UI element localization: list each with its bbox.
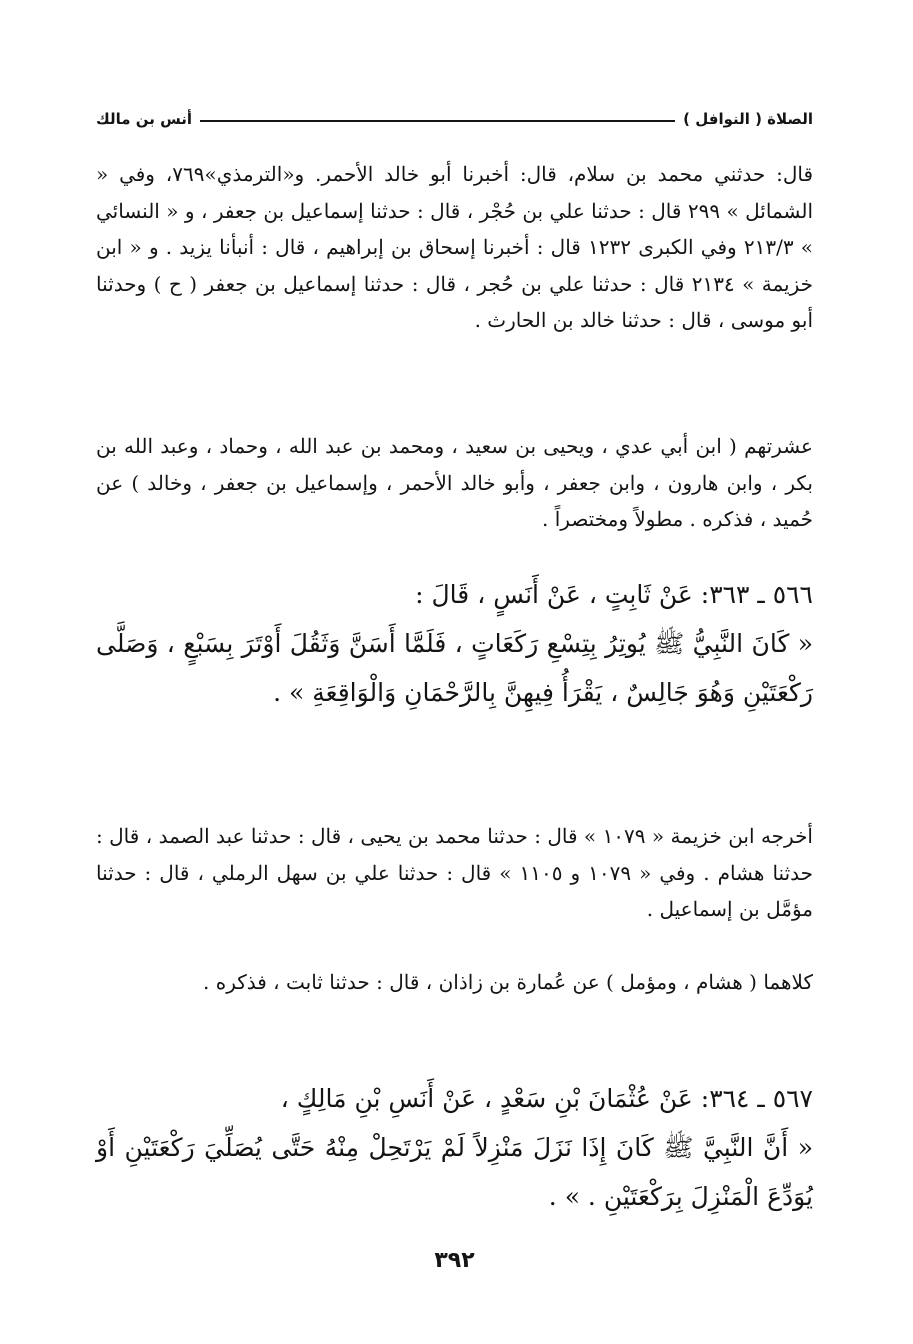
paragraph-takhrij-3: أخرجه ابن خزيمة « ١٠٧٩ » قال : حدثنا محمد بن يحيى ، قال : حدثنا عبد الصمد ، قال : حدثنا هشام . وفي « ١٠٧٩ و ١١٠٥ » قال : حدثنا علي بن سهل الرملي ، قال : حدثنا مؤمَّل بن إسماعيل . xyxy=(96,824,813,921)
book-page xyxy=(96,0,813,1344)
page-number: ٣٩٢ xyxy=(434,1248,475,1273)
hadith-566-text: ٥٦٦ ـ ٣٦٣: عَنْ ثَابِتٍ ، عَنْ أَنَسٍ ، قَالَ : « كَانَ النَّبِيُّ ﷺ يُوتِرُ بِتِسْعِ رَكَعَاتٍ ، فَلَمَّا أَسَنَّ وَثَقُلَ أَوْتَرَ بِسَبْعٍ ، وَصَلَّى رَكْعَتَيْنِ وَهُوَ جَالِسٌ ، يَقْرَأُ فِيهِنَّ بِالرَّحْمَانِ وَالْوَاقِعَةِ » . xyxy=(96,580,813,707)
header-chapter-title: الصلاة ( النوافل ) xyxy=(683,110,813,128)
paragraph-takhrij-2: عشرتهم ( ابن أبي عدي ، ويحيى بن سعيد ، ومحمد بن عبد الله ، وحماد ، وعبد الله بن بكر ، وابن هارون ، وابن جعفر ، وأبو خالد الأحمر ، وإسماعيل بن جعفر ، وخالد ) عن حُميد ، فذكره . مطولاً ومختصراً . xyxy=(96,434,813,531)
header-rule xyxy=(200,120,675,122)
paragraph-takhrij-4: كلاهما ( هشام ، ومؤمل ) عن عُمارة بن زاذان ، قال : حدثنا ثابت ، فذكره . xyxy=(203,970,813,994)
header-section-title: أنس بن مالك xyxy=(96,110,193,128)
hadith-567-text: ٥٦٧ ـ ٣٦٤: عَنْ عُثْمَانَ بْنِ سَعْدٍ ، عَنْ أَنَسِ بْنِ مَالِكٍ ، « أَنَّ النَّبِيَّ ﷺ كَانَ إِذَا نَزَلَ مَنْزِلاً لَمْ يَرْتَحِلْ مِنْهُ حَتَّى يُصَلِّيَ رَكْعَتَيْنِ أَوْ يُوَدِّعَ الْمَنْزِلَ بِرَكْعَتَيْنِ . » . xyxy=(96,1084,813,1211)
hadith-567 xyxy=(96,1074,813,1221)
running-header xyxy=(96,100,813,128)
paragraph-takhrij-1: قال: حدثني محمد بن سلام، قال: أخبرنا أبو خالد الأحمر. و«الترمذي»٧٦٩، وفي « الشمائل » ٢٩٩ قال : حدثنا علي بن حُجْر ، قال : حدثنا إسماعيل بن جعفر ، و « النسائي » ٢١٣/٣ وفي الكبرى ١٢٣٢ قال : أخبرنا إسحاق بن إبراهيم ، قال : أنبأنا يزيد . و « ابن خزيمة » ٢١٣٤ قال : حدثنا علي بن حُجر ، قال : حدثنا إسماعيل بن جعفر ( ح ) وحدثنا أبو موسى ، قال : حدثنا خالد بن الحارث . xyxy=(96,162,814,332)
hadith-566 xyxy=(96,570,813,717)
